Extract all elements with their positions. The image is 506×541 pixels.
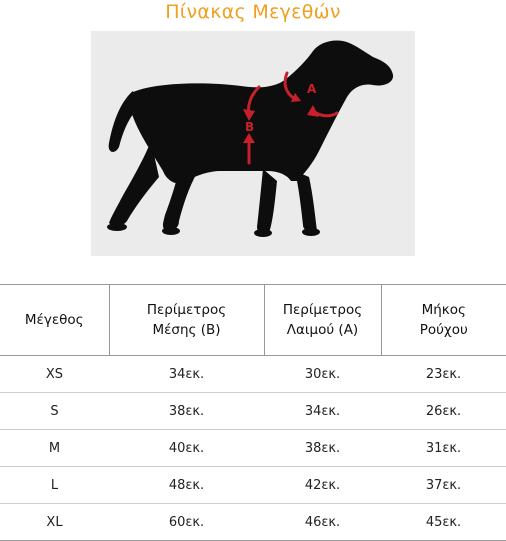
- table-cell: 34εκ.: [264, 393, 381, 430]
- table-cell: 34εκ.: [109, 356, 264, 393]
- header-line: Μήκος: [382, 300, 506, 320]
- header-size: [0, 285, 109, 356]
- table-cell: 37εκ.: [381, 467, 506, 504]
- table-cell: 60εκ.: [109, 504, 264, 541]
- table-row: [0, 430, 506, 467]
- table-cell: 40εκ.: [109, 430, 264, 467]
- table-row: [0, 356, 506, 393]
- header-line: Μέγεθος: [0, 310, 109, 330]
- dog-silhouette-icon: [91, 31, 415, 256]
- table-cell: M: [0, 430, 109, 467]
- table-cell: 45εκ.: [381, 504, 506, 541]
- table-cell: S: [0, 393, 109, 430]
- size-table: [0, 284, 506, 541]
- header-line: Λαιμού (Α): [265, 320, 381, 340]
- table-cell: 31εκ.: [381, 430, 506, 467]
- table-cell: 48εκ.: [109, 467, 264, 504]
- table-row: [0, 467, 506, 504]
- table-cell: 23εκ.: [381, 356, 506, 393]
- table-cell: L: [0, 467, 109, 504]
- header-line: Ρούχου: [382, 320, 506, 340]
- label-b: B: [245, 120, 254, 134]
- table-header-row: [0, 285, 506, 356]
- table-row: [0, 504, 506, 541]
- table-cell: 26εκ.: [381, 393, 506, 430]
- header-length: [381, 285, 506, 356]
- header-line: Περίμετρος: [110, 300, 264, 320]
- table-cell: 42εκ.: [264, 467, 381, 504]
- header-waist: [109, 285, 264, 356]
- table-cell: 38εκ.: [109, 393, 264, 430]
- header-line: Περίμετρος: [265, 300, 381, 320]
- table-cell: XL: [0, 504, 109, 541]
- page-title: Πίνακας Μεγεθών: [0, 0, 506, 26]
- table-cell: 46εκ.: [264, 504, 381, 541]
- header-line: Μέσης (Β): [110, 320, 264, 340]
- table-cell: 38εκ.: [264, 430, 381, 467]
- header-neck: [264, 285, 381, 356]
- table-cell: 30εκ.: [264, 356, 381, 393]
- table-row: [0, 393, 506, 430]
- label-a: A: [307, 82, 317, 96]
- table-cell: XS: [0, 356, 109, 393]
- dog-measurement-figure: [91, 31, 415, 256]
